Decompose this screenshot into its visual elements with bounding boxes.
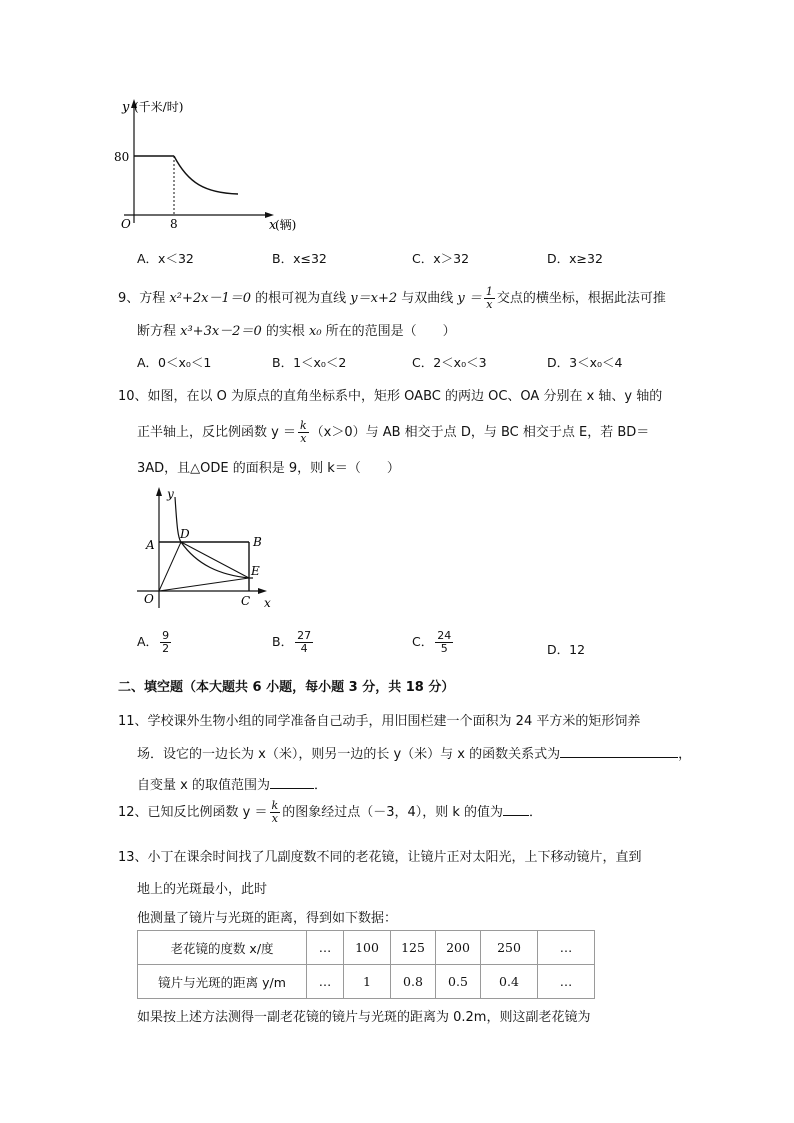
label-e: E xyxy=(251,564,260,578)
speed-graph xyxy=(110,95,310,235)
q13-line1: 13、小丁在课余时间找了几副度数不同的老花镜，让镜片正对太阳光，上下移动镜片，直到 xyxy=(118,850,642,865)
table-cell: … xyxy=(538,965,595,999)
q11-answer-blank-2[interactable] xyxy=(270,788,314,789)
label-d: D xyxy=(180,527,190,541)
q11-answer-blank-1[interactable] xyxy=(560,757,678,758)
q12-answer-blank[interactable] xyxy=(503,815,529,816)
x-label: x xyxy=(269,218,277,233)
table-cell: … xyxy=(307,965,344,999)
q12-line: 12、已知反比例函数 y ＝ $\frac{k}{x}$ 的图象经过点（－3，4），则 k 的值为 ． xyxy=(118,799,543,825)
x-unit: (辆) xyxy=(275,218,297,232)
rectangle-figure xyxy=(135,483,285,613)
label-y: y xyxy=(167,487,174,501)
q9-fraction: $\frac{1}{x}$ xyxy=(485,285,493,311)
q9-option-d: D．3＜x₀＜4 xyxy=(547,355,623,370)
q11-line3: 自变量 x 的取值范围为 ． xyxy=(137,778,327,793)
table-cell: 镜片与光斑的距离 y/m xyxy=(138,965,307,999)
q13-data-table xyxy=(137,930,595,999)
x-value-8: 8 xyxy=(170,217,178,231)
q13-line4: 如果按上述方法测得一副老花镜的镜片与光斑的距离为 0.2m，则这副老花镜为 xyxy=(137,1010,591,1025)
table-cell: 125 xyxy=(391,931,436,965)
fig-x-arrow xyxy=(258,588,267,594)
table-cell: … xyxy=(307,931,344,965)
table-cell: 100 xyxy=(344,931,391,965)
q10-option-c: C． $\frac{24}{5}$ xyxy=(412,629,452,655)
table-cell: 0.5 xyxy=(436,965,481,999)
table-cell: 250 xyxy=(481,931,538,965)
origin-label: O xyxy=(121,217,131,231)
q10-option-a: A． $\frac{9}{2}$ xyxy=(137,629,170,655)
q9-option-b: B．1＜x₀＜2 xyxy=(272,355,347,370)
table-row xyxy=(138,965,595,999)
label-c: C xyxy=(241,594,251,608)
q10-fraction: $\frac{k}{x}$ xyxy=(299,419,307,445)
q12-fraction: $\frac{k}{x}$ xyxy=(271,799,279,825)
segment-od xyxy=(159,542,181,591)
label-o: O xyxy=(144,592,154,606)
table-cell: 200 xyxy=(436,931,481,965)
q11-line2: 场．设它的一边长为 x（米），则另一边的长 y（米）与 x 的函数关系式为 ， xyxy=(137,747,692,762)
segment-oe xyxy=(159,578,249,591)
label-b: B xyxy=(253,535,262,549)
table-cell: 0.8 xyxy=(391,965,436,999)
q8-option-c: C．x＞32 xyxy=(412,251,470,266)
table-cell: … xyxy=(538,931,595,965)
table-cell: 0.4 xyxy=(481,965,538,999)
q9-line2: 断方程 x³+3x－2＝0 的实根 x₀ 所在的范围是（ ） xyxy=(137,324,456,339)
q8-option-d: D．x≥32 xyxy=(547,251,603,266)
table-row xyxy=(138,931,595,965)
table-cell: 1 xyxy=(344,965,391,999)
q11-line1: 11、学校课外生物小组的同学准备自己动手，用旧围栏建一个面积为 24 平方米的矩形饲养 xyxy=(118,714,641,729)
y-unit: (千米/时) xyxy=(134,100,184,114)
q9-line1: 9、方程 x²+2x－1＝0 的根可视为直线 y＝x+2 与双曲线 y ＝ $\frac{1}{x}$ 交点的横坐标，根据此法可推 xyxy=(118,285,666,311)
q10-line3: 3AD，且△ODE 的面积是 9，则 k＝（ ） xyxy=(137,461,400,476)
q9-option-c: C．2＜x₀＜3 xyxy=(412,355,487,370)
q10-option-d: D．12 xyxy=(547,642,586,657)
q9-option-a: A．0＜x₀＜1 xyxy=(137,355,212,370)
y-value-80: 80 xyxy=(114,150,130,164)
fig-y-arrow xyxy=(156,487,162,496)
label-a: A xyxy=(146,538,155,552)
q8-option-a: A．x＜32 xyxy=(137,251,194,266)
section-heading: 二、填空题（本大题共 6 小题，每小题 3 分，共 18 分） xyxy=(118,680,455,695)
q8-option-b: B．x≤32 xyxy=(272,251,327,266)
table-cell: 老花镜的度数 x/度 xyxy=(138,931,307,965)
label-x: x xyxy=(264,596,271,610)
q13-line2: 地上的光斑最小，此时 xyxy=(137,882,268,897)
q10-line1: 10、如图，在以 O 为原点的直角坐标系中，矩形 OABC 的两边 OC、OA 分别在 x 轴、y 轴的 xyxy=(118,389,663,404)
q13-line3: 他测量了镜片与光斑的距离，得到如下数据： xyxy=(137,911,398,926)
decay-curve xyxy=(174,156,238,194)
segment-de xyxy=(181,542,249,578)
q10-option-b: B． $\frac{27}{4}$ xyxy=(272,629,312,655)
q10-line2: 正半轴上，反比例函数 y ＝ $\frac{k}{x}$ （x＞0）与 AB 相交于点 D，与 BC 相交于点 E，若 BD＝ xyxy=(137,419,650,445)
y-label: y xyxy=(122,100,130,115)
